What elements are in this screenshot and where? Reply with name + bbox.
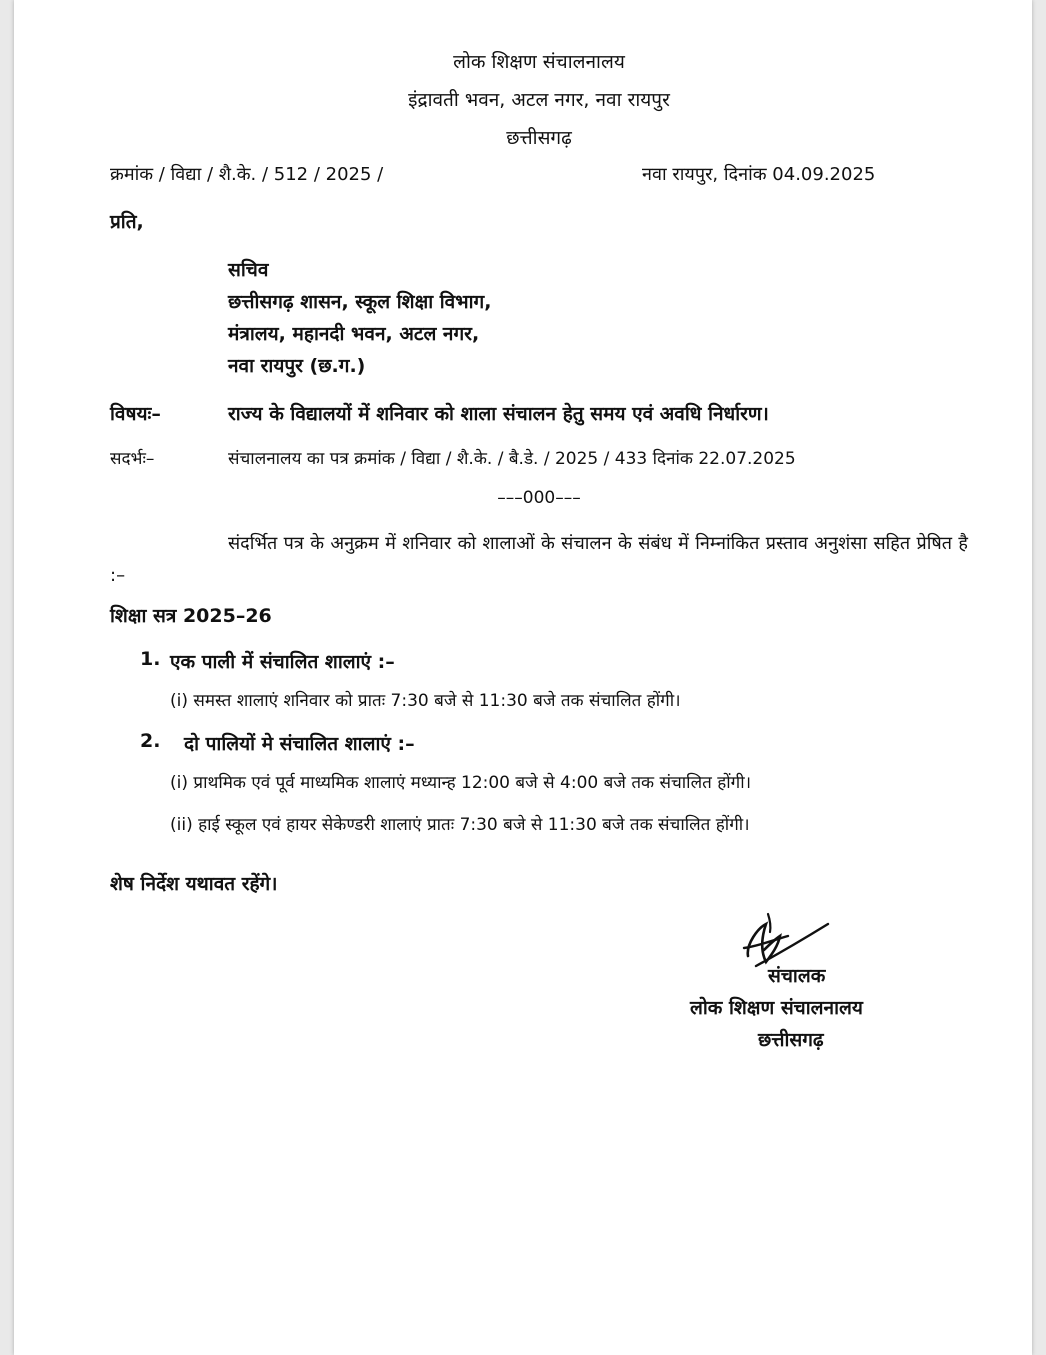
section-title: दो पालियों मे संचालित शालाएं :– xyxy=(184,733,415,755)
office-address: इंद्रावती भवन, अटल नगर, नवा रायपुर xyxy=(408,89,670,111)
section-item: (i) समस्त शालाएं शनिवार को प्रातः 7:30 बजे से 11:30 बजे तक संचालित होंगी। xyxy=(170,691,681,711)
reference-number: क्रमांक / विद्या / शै.के. / 512 / 2025 / xyxy=(110,164,384,185)
office-name: लोक शिक्षण संचालनालय xyxy=(453,51,625,73)
section-item: (ii) हाई स्कूल एवं हायर सेकेण्डरी शालाएं प्रातः 7:30 बजे से 11:30 बजे तक संचालित होंगी। xyxy=(170,815,750,835)
place-date: नवा रायपुर, दिनांक 04.09.2025 xyxy=(642,164,876,185)
closing-remark: शेष निर्देश यथावत रहेंगे। xyxy=(110,873,278,895)
separator: –––000––– xyxy=(497,488,581,508)
recipient-line: सचिव xyxy=(228,259,269,281)
body-paragraph: संदर्भित पत्र के अनुक्रम में शनिवार को शालाओं के संचालन के संबंध में निम्नांकित प्रस्ताव अनुशंसा सहित प्रेषित है :– xyxy=(110,533,968,586)
section-title: एक पाली में संचालित शालाएं :– xyxy=(170,651,395,673)
recipient-line: नवा रायपुर (छ.ग.) xyxy=(228,355,366,377)
section-number: 1. xyxy=(140,648,161,670)
signatory-state: छत्तीसगढ़ xyxy=(758,1029,824,1051)
recipient-line: मंत्रालय, महानदी भवन, अटल नगर, xyxy=(228,323,480,345)
signatory-designation: संचालक xyxy=(768,965,826,987)
reference-label: सदर्भः– xyxy=(110,449,155,469)
session-title: शिक्षा सत्र 2025–26 xyxy=(110,605,272,627)
subject-label: विषयः– xyxy=(110,403,161,425)
recipient-line: छत्तीसगढ़ शासन, स्कूल शिक्षा विभाग, xyxy=(228,291,492,313)
to-label: प्रति, xyxy=(110,211,144,233)
reference-text: संचालनालय का पत्र क्रमांक / विद्या / शै.के. / बै.डे. / 2025 / 433 दिनांक 22.07.2025 xyxy=(228,449,796,469)
document-page xyxy=(14,0,1032,1355)
office-state: छत्तीसगढ़ xyxy=(506,127,572,149)
section-number: 2. xyxy=(140,730,161,752)
subject-text: राज्य के विद्यालयों में शनिवार को शाला संचालन हेतु समय एवं अवधि निर्धारण। xyxy=(228,403,769,425)
section-item: (i) प्राथमिक एवं पूर्व माध्यमिक शालाएं मध्यान्ह 12:00 बजे से 4:00 बजे तक संचालित होंगी। xyxy=(170,773,752,793)
signatory-office: लोक शिक्षण संचालनालय xyxy=(690,997,863,1019)
